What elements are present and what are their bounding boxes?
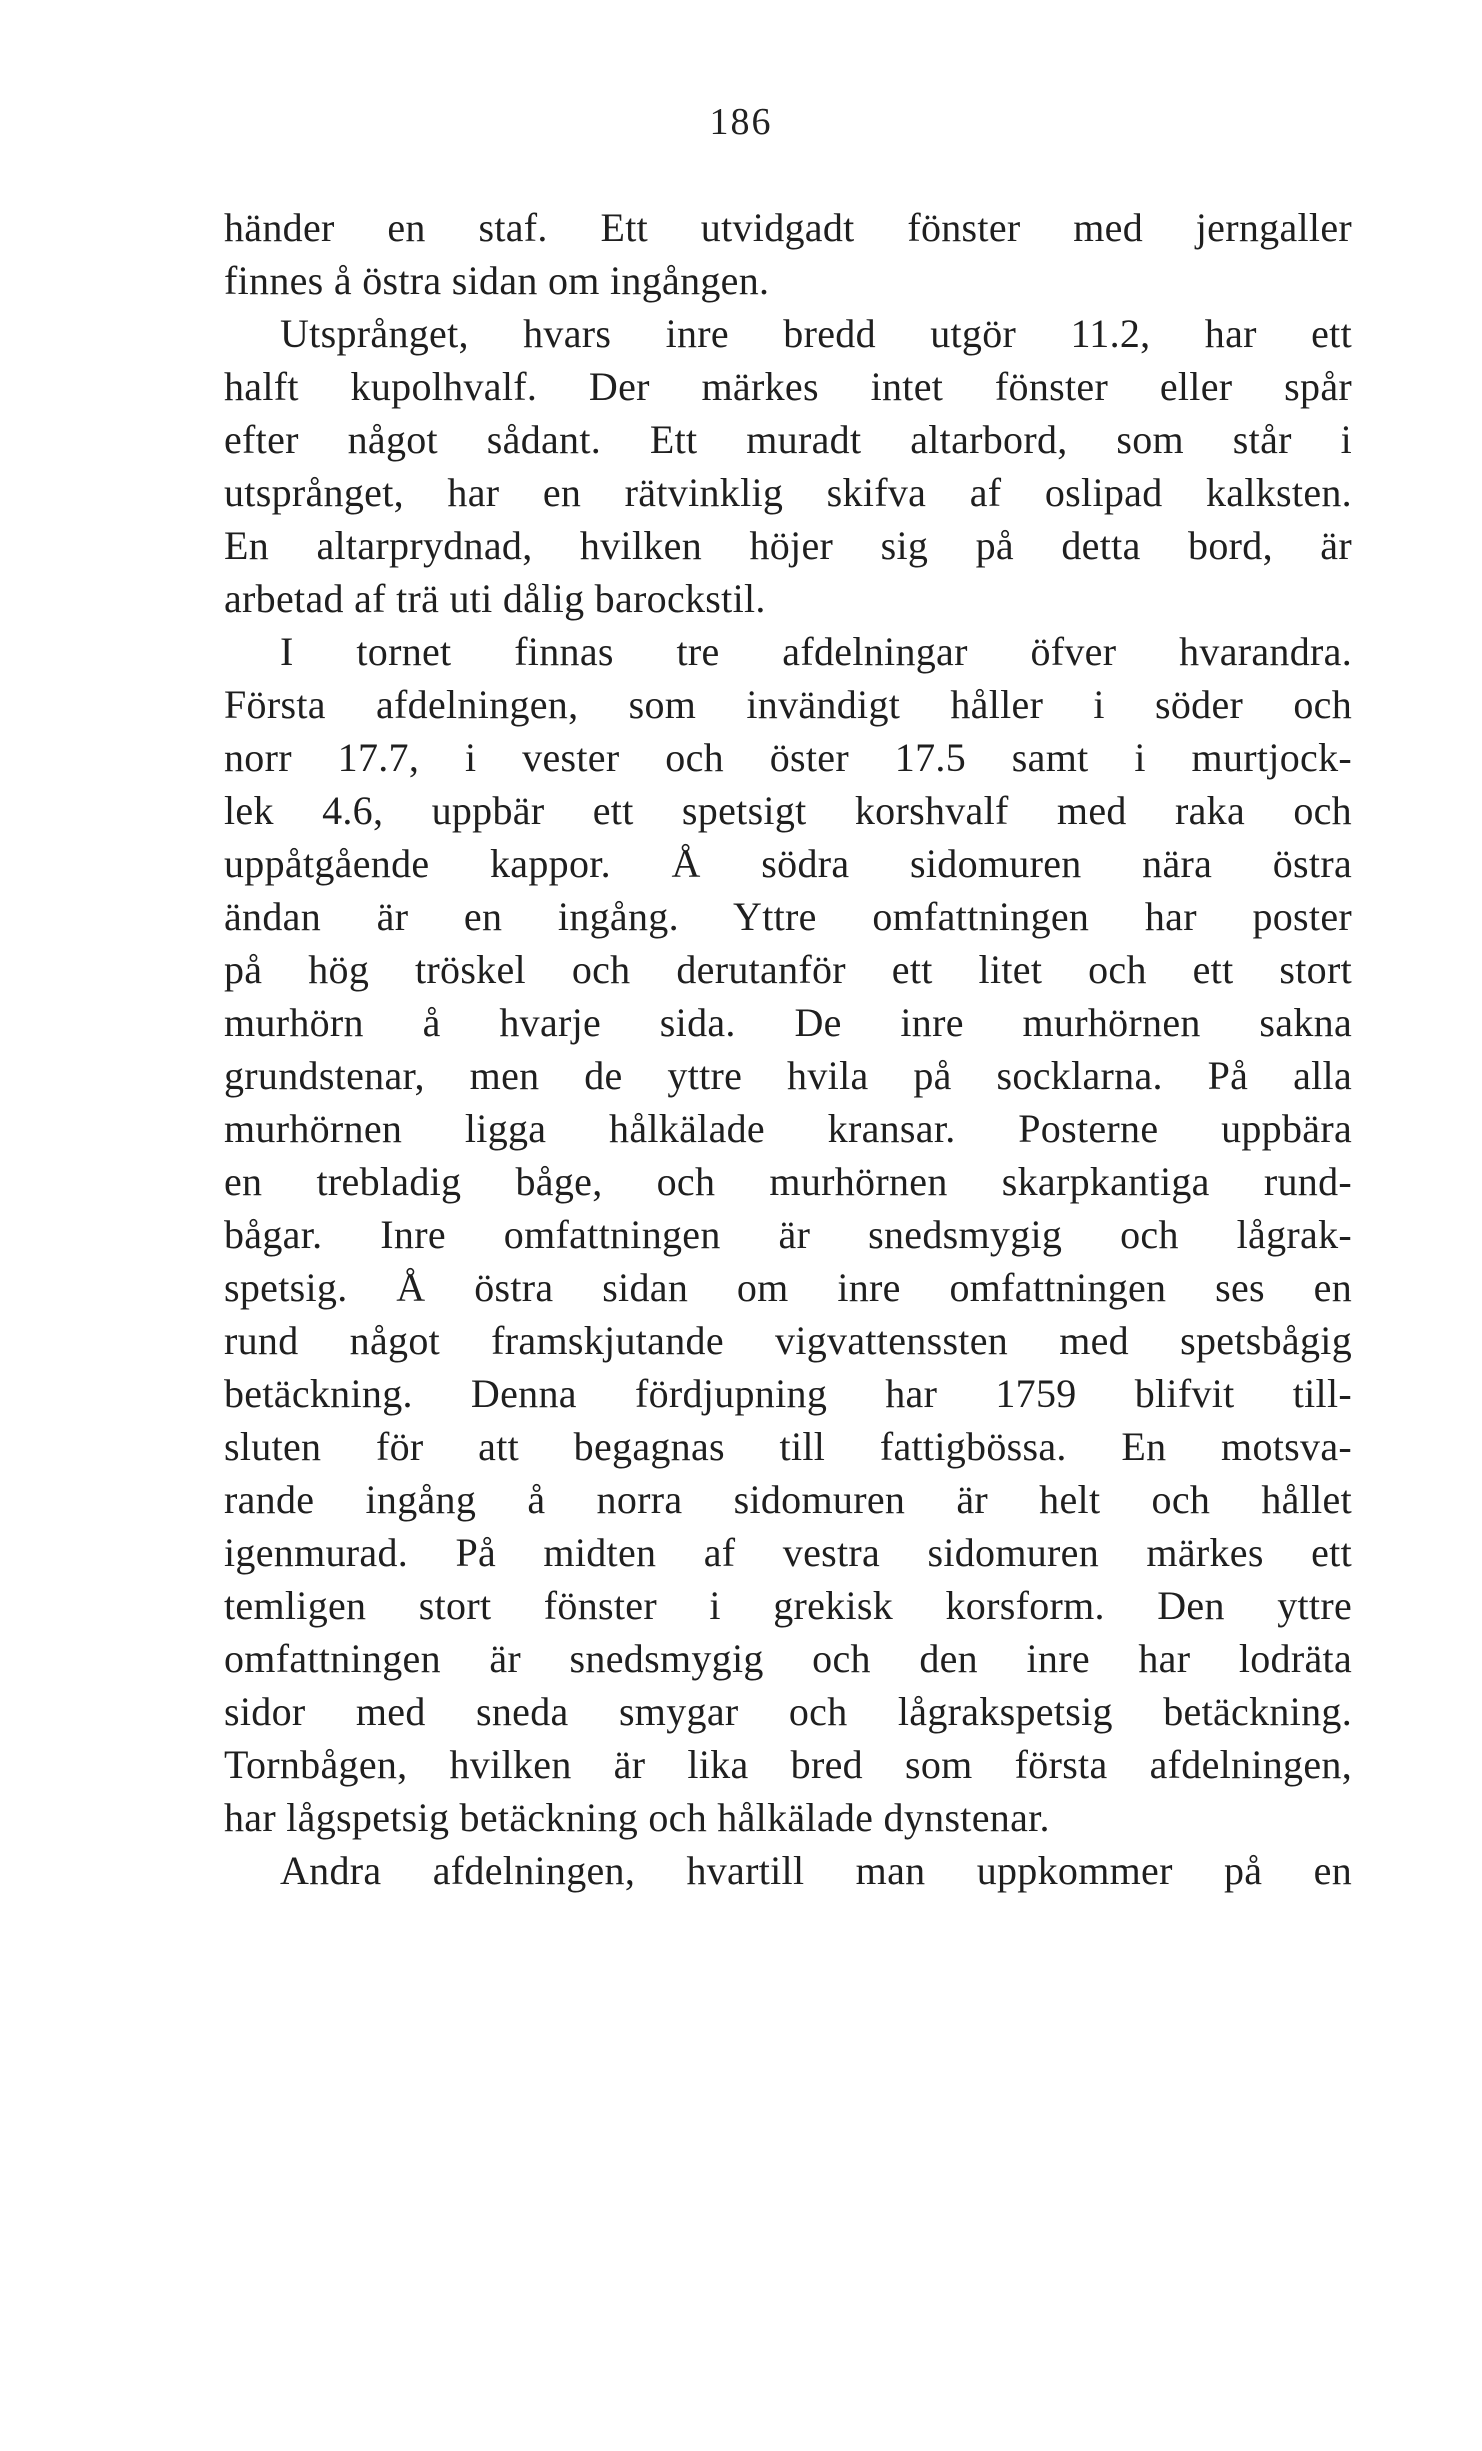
text-line: spetsig. Å östra sidan om inre omfattningen ses en xyxy=(224,1265,1352,1310)
text-line: ändan är en ingång. Yttre omfattningen har poster xyxy=(224,894,1352,939)
text-line: har lågspetsig betäckning och hålkälade dynstenar. xyxy=(224,1795,1050,1840)
text-line: sluten för att begagnas till fattigbössa. En motsva- xyxy=(224,1424,1352,1469)
text-line: En altarprydnad, hvilken höjer sig på detta bord, är xyxy=(224,523,1352,568)
text-line: Tornbågen, hvilken är lika bred som första afdelningen, xyxy=(224,1742,1352,1787)
text-line: utsprånget, har en rätvinklig skifva af oslipad kalksten. xyxy=(224,470,1352,515)
text-line: Första afdelningen, som invändigt håller i söder och xyxy=(224,682,1352,727)
text-line: norr 17.7, i vester och öster 17.5 samt i murtjock- xyxy=(224,735,1352,780)
text-line: händer en staf. Ett utvidgadt fönster med jerngaller xyxy=(224,205,1352,250)
text-line: temligen stort fönster i grekisk korsform. Den yttre xyxy=(224,1583,1352,1628)
text-line: igenmurad. På midten af vestra sidomuren märkes ett xyxy=(224,1530,1352,1575)
text-line: omfattningen är snedsmygig och den inre har lodräta xyxy=(224,1636,1352,1681)
text-line: arbetad af trä uti dålig barockstil. xyxy=(224,576,766,621)
text-line: en trebladig båge, och murhörnen skarpkantiga rund- xyxy=(224,1159,1352,1204)
text-line: sidor med sneda smygar och lågrakspetsig betäckning. xyxy=(224,1689,1352,1734)
text-line: rande ingång å norra sidomuren är helt och hållet xyxy=(224,1477,1352,1522)
page-number: 186 xyxy=(709,101,773,143)
text-line: rund något framskjutande vigvattenssten med spetsbågig xyxy=(224,1318,1352,1363)
text-line: murhörn å hvarje sida. De inre murhörnen sakna xyxy=(224,1000,1352,1045)
text-line: Utsprånget, hvars inre bredd utgör 11.2, har ett xyxy=(280,311,1352,356)
text-line: efter något sådant. Ett muradt altarbord, som står i xyxy=(224,417,1352,462)
text-line: Andra afdelningen, hvartill man uppkommer på en xyxy=(280,1848,1352,1893)
text-line: betäckning. Denna fördjupning har 1759 blifvit till- xyxy=(224,1371,1352,1416)
text-line: uppåtgående kappor. Å södra sidomuren nära östra xyxy=(224,841,1352,886)
text-line: lek 4.6, uppbär ett spetsigt korshvalf med raka och xyxy=(224,788,1352,833)
text-line: grundstenar, men de yttre hvila på socklarna. På alla xyxy=(224,1053,1352,1098)
text-line: murhörnen ligga hålkälade kransar. Posterne uppbära xyxy=(224,1106,1352,1151)
text-line: på hög tröskel och derutanför ett litet och ett stort xyxy=(224,947,1352,992)
text-line: I tornet finnas tre afdelningar öfver hvarandra. xyxy=(280,629,1352,674)
text-line: halft kupolhvalf. Der märkes intet fönster eller spår xyxy=(224,364,1352,409)
text-line: bågar. Inre omfattningen är snedsmygig och lågrak- xyxy=(224,1212,1352,1257)
text-line: finnes å östra sidan om ingången. xyxy=(224,258,770,303)
